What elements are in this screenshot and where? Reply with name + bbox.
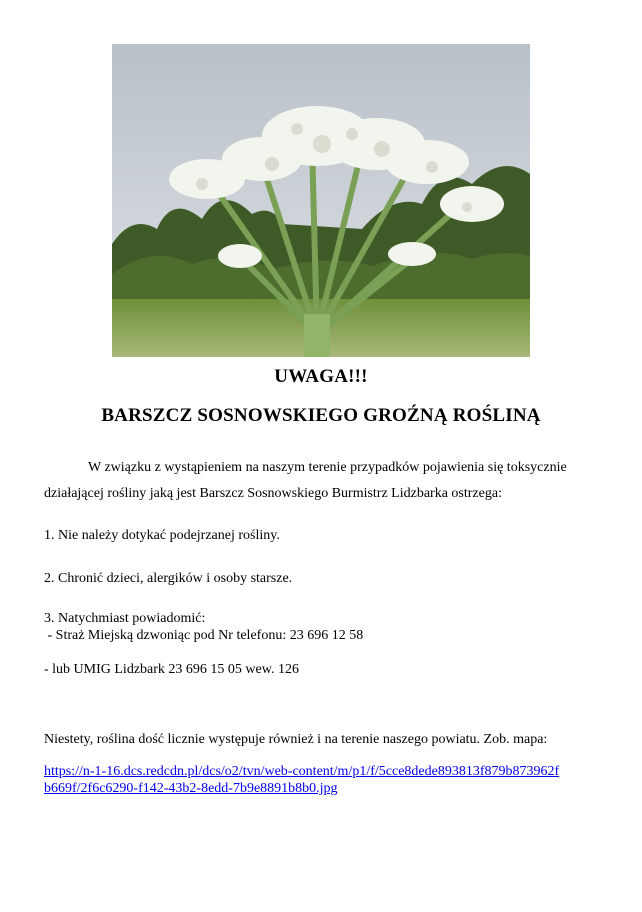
intro-line-1: W związku z wystąpieniem na naszym terenie przypadków pojawienia się toksycznie xyxy=(88,460,567,475)
map-link[interactable]: https://n-1-16.dcs.redcdn.pl/dcs/o2/tvn/web-content/m/p1/f/5cce8dede893813f879b873962fb669f/2f6c6290-f142-43b2-8edd-7b9e8891b8b0.jpg xyxy=(44,764,560,796)
point-3: 3. Natychmiast powiadomić: xyxy=(44,611,206,626)
point-2: 2. Chronić dzieci, alergików i osoby starsze. xyxy=(44,571,293,586)
warning-title: UWAGA!!! xyxy=(274,366,368,387)
hogweed-photo xyxy=(112,44,530,357)
intro-line-2: działającej rośliny jaką jest Barszcz Sosnowskiego Burmistrz Lidzbarka ostrzega: xyxy=(44,486,502,501)
point-3-umig: - lub UMIG Lidzbark 23 696 15 05 wew. 126 xyxy=(44,662,299,677)
point-1: 1. Nie należy dotykać podejrzanej rośliny. xyxy=(44,528,280,543)
point-3-straz-miejska: - Straż Miejską dzwoniąc pod Nr telefonu: 23 696 12 58 xyxy=(44,628,364,643)
page-heading: BARSZCZ SOSNOWSKIEGO GROŹNĄ ROŚLINĄ xyxy=(101,405,541,426)
map-note: Niestety, roślina dość licznie występuje również i na terenie naszego powiatu. Zob. mapa: xyxy=(44,732,548,747)
